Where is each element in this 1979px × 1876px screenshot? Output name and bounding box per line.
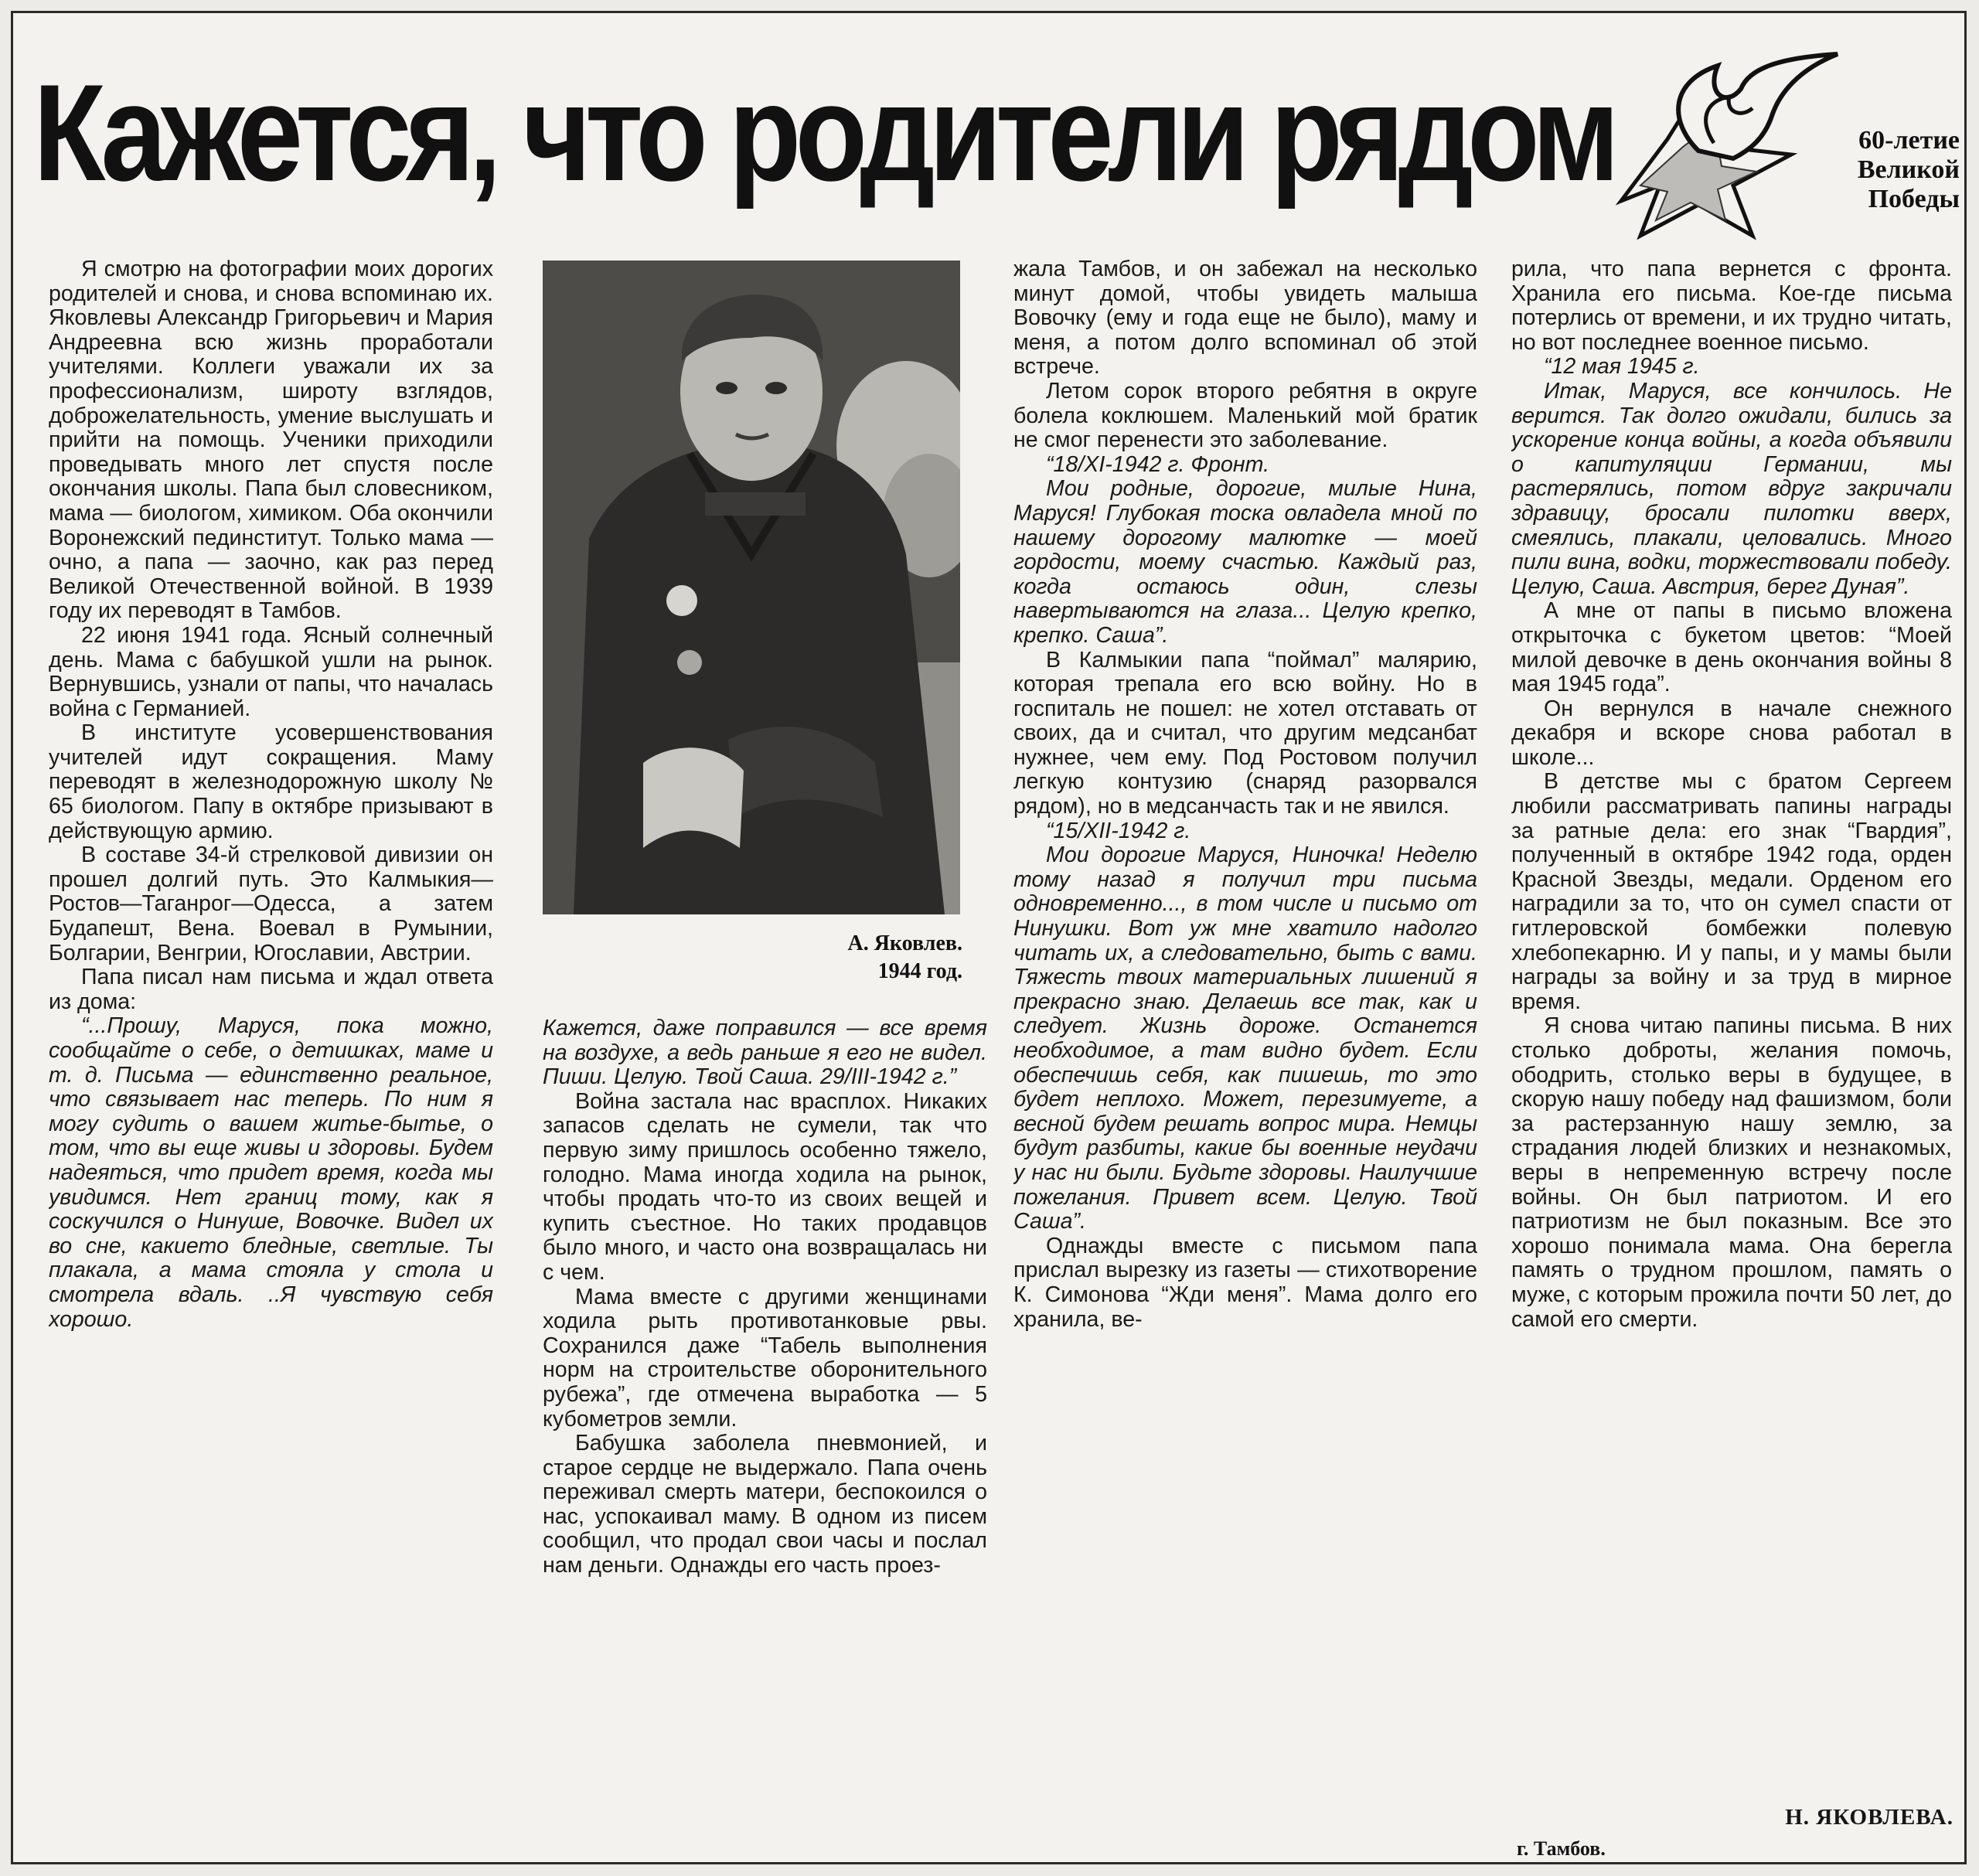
letter-quote: Итак, Маруся, все кончилось. Не верится. Так долго ожидали, бились за ускорение конца войны, а когда объявили о капитуляции Германии, мы растерялись, потом вдруг закричали здравицу, бросали пилотки вверх, смеялись, плакали, целовались. Много пили вина, водки, торжествовали победу. Целую, Саша. Австрия, берег Дуная”. [1511,378,1952,599]
column-2 [543,1016,987,1844]
paragraph: Он вернулся в начале снежного декабря и вскоре снова работал в школе... [1511,696,1952,770]
newspaper-clipping [11,11,1967,1864]
photo-caption [755,930,962,986]
paragraph: Я снова читаю папины письма. В них столько доброты, желания помочь, ободрить, столько веры в будущее, в скорую нашу победу над фашизмом, боли за растерзанную нашу землю, за страдания людей близких и незнакомых, веры в непременную встречу после войны. Он был патриотом. И его патриотизм не был показным. Все это хорошо понимала мама. Она берегла память о трудном прошлом, память о муже, с которым прожила почти 50 лет, до самой его смерти. [1511,1013,1952,1332]
column-3 [1013,257,1477,1842]
headline: Кажется, что родители рядом [33,56,1614,209]
paragraph: В институте усовершенствования учителей идут сокращения. Маму переводят в железнодорожную школу № 65 биологом. Папу в октябре призывают в действующую армию. [49,720,493,843]
paragraph: Война застала нас врасплох. Никаких запасов сделать не сумели, так что первую зиму пришлось особенно тяжело, голодно. Мама иногда ходила на рынок, чтобы продать что-то из своих вещей и купить съестное. Но таких продавцов было много, и часто она возвращалась ни с чем. [543,1088,987,1285]
paragraph: 22 июня 1941 года. Ясный солнечный день. Мама с бабушкой ушли на рынок. Вернувшись, узнали от папы, что началась война с Германией. [49,622,493,721]
paragraph: рила, что папа вернется с фронта. Хранила его письма. Кое-где письма потерлись от времени, и их трудно читать, но вот последнее военное письмо. [1511,257,1952,355]
paragraph: Бабушка заболела пневмонией, и старое сердце не выдержало. Папа очень переживал смерть матери, беспокоился о нас, успокаивал маму. В одном из писем сообщил, что продал свои часы и послал нам деньги. Однажды его часть проез- [543,1431,987,1578]
paragraph: Папа писал нам письма и ждал ответа из дома: [49,965,493,1014]
letter-quote: Кажется, даже поправился — все время на воздухе, а ведь раньше я его не видел. Пиши. Целую. Твой Саша. 29/III-1942 г.” [543,1016,987,1090]
portrait-photo [543,260,960,914]
author-city: г. Тамбов. [1517,1837,1606,1860]
caption-name: А. Яковлев. [847,931,962,955]
paragraph: В Калмыкии папа “поймал” малярию, которая трепала его всю войну. Но в госпиталь не пошел: не хотел отставать от своих, да и считал, что другим медсанбат нужнее, чем ему. Под Ростовом получил легкую контузию (снаряд разорвался рядом), но в медсанчасть так и не явился. [1013,647,1477,819]
rubric-label [1805,126,1960,214]
paragraph: Я смотрю на фотографии моих дорогих родителей и снова, и снова вспоминаю их. Яковлевы Александр Григорьевич и Мария Андреевна всю жизнь проработали учителями. Коллеги уважали их за профессионализм, широту взглядов, доброжелательность, умение выслушать и прийти на помощь. Ученики приходили проведывать много лет спустя после окончания школы. Папа был словесником, мама — биологом, химиком. Оба окончили Воронежский пединститут. Только мама — очно, а папа — заочно, как раз перед Великой Отечественной войной. В 1939 году их переводят в Тамбов. [49,257,493,624]
author-signature: Н. ЯКОВЛЕВА. [1785,1805,1953,1830]
rubric-line-2: Великой [1857,155,1960,184]
letter-date: “12 мая 1945 г. [1544,354,1700,380]
letter-quote: Мои родные, дорогие, милые Нина, Маруся! Глубокая тоска овладела мной по нашему дорогому малютке — моей гордости, моему счастью. Каждый раз, когда остаюсь один, слезы навертываются на глаза... Целую крепко, крепко. Саша”. [1013,476,1477,648]
paragraph: жала Тамбов, и он забежал на несколько минут домой, чтобы увидеть малыша Вовочку (ему и года еще не было), маму и меня, а потом долго вспоминал об этой встрече. [1013,257,1477,380]
paragraph: В детстве мы с братом Сергеем любили рассматривать папины награды за ратные дела: его знак “Гвардия”, полученный в октябре 1942 года, орден Красной Звезды, медали. Орденом его наградили за то, что он сумел спасти от гитлеровской бомбежки полевую хлебопекарню. И у папы, и у мамы были награды за войну и за труд в мирное время. [1511,769,1952,1014]
letter-date: “15/XII-1942 г. [1046,818,1191,843]
caption-year: 1944 год. [877,959,962,983]
victory-emblem [1582,35,1961,243]
letter-quote: “...Прошу, Маруся, пока можно, сообщайте о себе, о детишках, маме и т. д. Письма — единственно реальное, что связывает нас теперь. По ним я могу судить о вашем житье-бытье, о том, что вы еще живы и здоровы. Будем надеяться, что придет время, когда мы увидимся. Нет границ тому, как я соскучился о Нинуше, Вовочке. Видел их во сне, какието бледные, светлые. Ты плакала, а мама стояла у стола и смотрела вдаль. ..Я чувствую себя хорошо. [49,1013,493,1332]
paragraph: А мне от папы в письмо вложена открыточка с букетом цветов: “Моей милой девочке в день окончания войны 8 мая 1945 года”. [1511,598,1952,697]
letter-quote: Мои дорогие Маруся, Ниночка! Неделю тому назад я получил три письма одновременно..., в том числе и письмо от Нинушки. Вот уж мне хватило надолго читать их, а следовательно, быть с вами. Тяжесть твоих материальных лишений я прекрасно знаю. Делаешь все так, как и следует. Жизнь дороже. Останется необходимое, а там видно будет. Если обеспечишь себя, как пишешь, то это будет неплохо. Может, перезимуете, а весной будем решать вопрос мира. Немцы будут разбиты, какие бы военные неудачи у нас ни были. Будьте здоровы. Наилучшие пожелания. Привет всем. Целую. Твой Саша”. [1013,843,1477,1234]
paragraph: Летом сорок второго ребятня в округе болела коклюшем. Маленький мой братик не смог перенести это заболевание. [1013,378,1477,453]
paragraph: В составе 34-й стрелковой дивизии он прошел долгий путь. Это Калмыкия—Ростов—Таганрог—Одесса, а затем Будапешт, Вена. Воевал в Румынии, Болгарии, Венгрии, Югославии, Австрии. [49,843,493,965]
column-4 [1511,257,1952,1803]
paragraph: Однажды вместе с письмом папа прислал вырезку из газеты — стихотворение К. Симонова “Жди меня”. Мама долго его хранила, ве- [1013,1233,1477,1332]
letter-date: “18/XI-1942 г. Фронт. [1046,451,1270,477]
rubric-line-3: Победы [1868,185,1960,213]
paragraph: Мама вместе с другими женщинами ходила рыть противотанковые рвы. Сохранился даже “Табель выполнения норм на строительстве оборонительного рубежа”, где отмечена выработка — 5 кубометров земли. [543,1284,987,1432]
rubric-line-1: 60-летие [1858,126,1960,155]
column-1 [49,257,493,1842]
soldier-portrait-image [543,260,960,914]
